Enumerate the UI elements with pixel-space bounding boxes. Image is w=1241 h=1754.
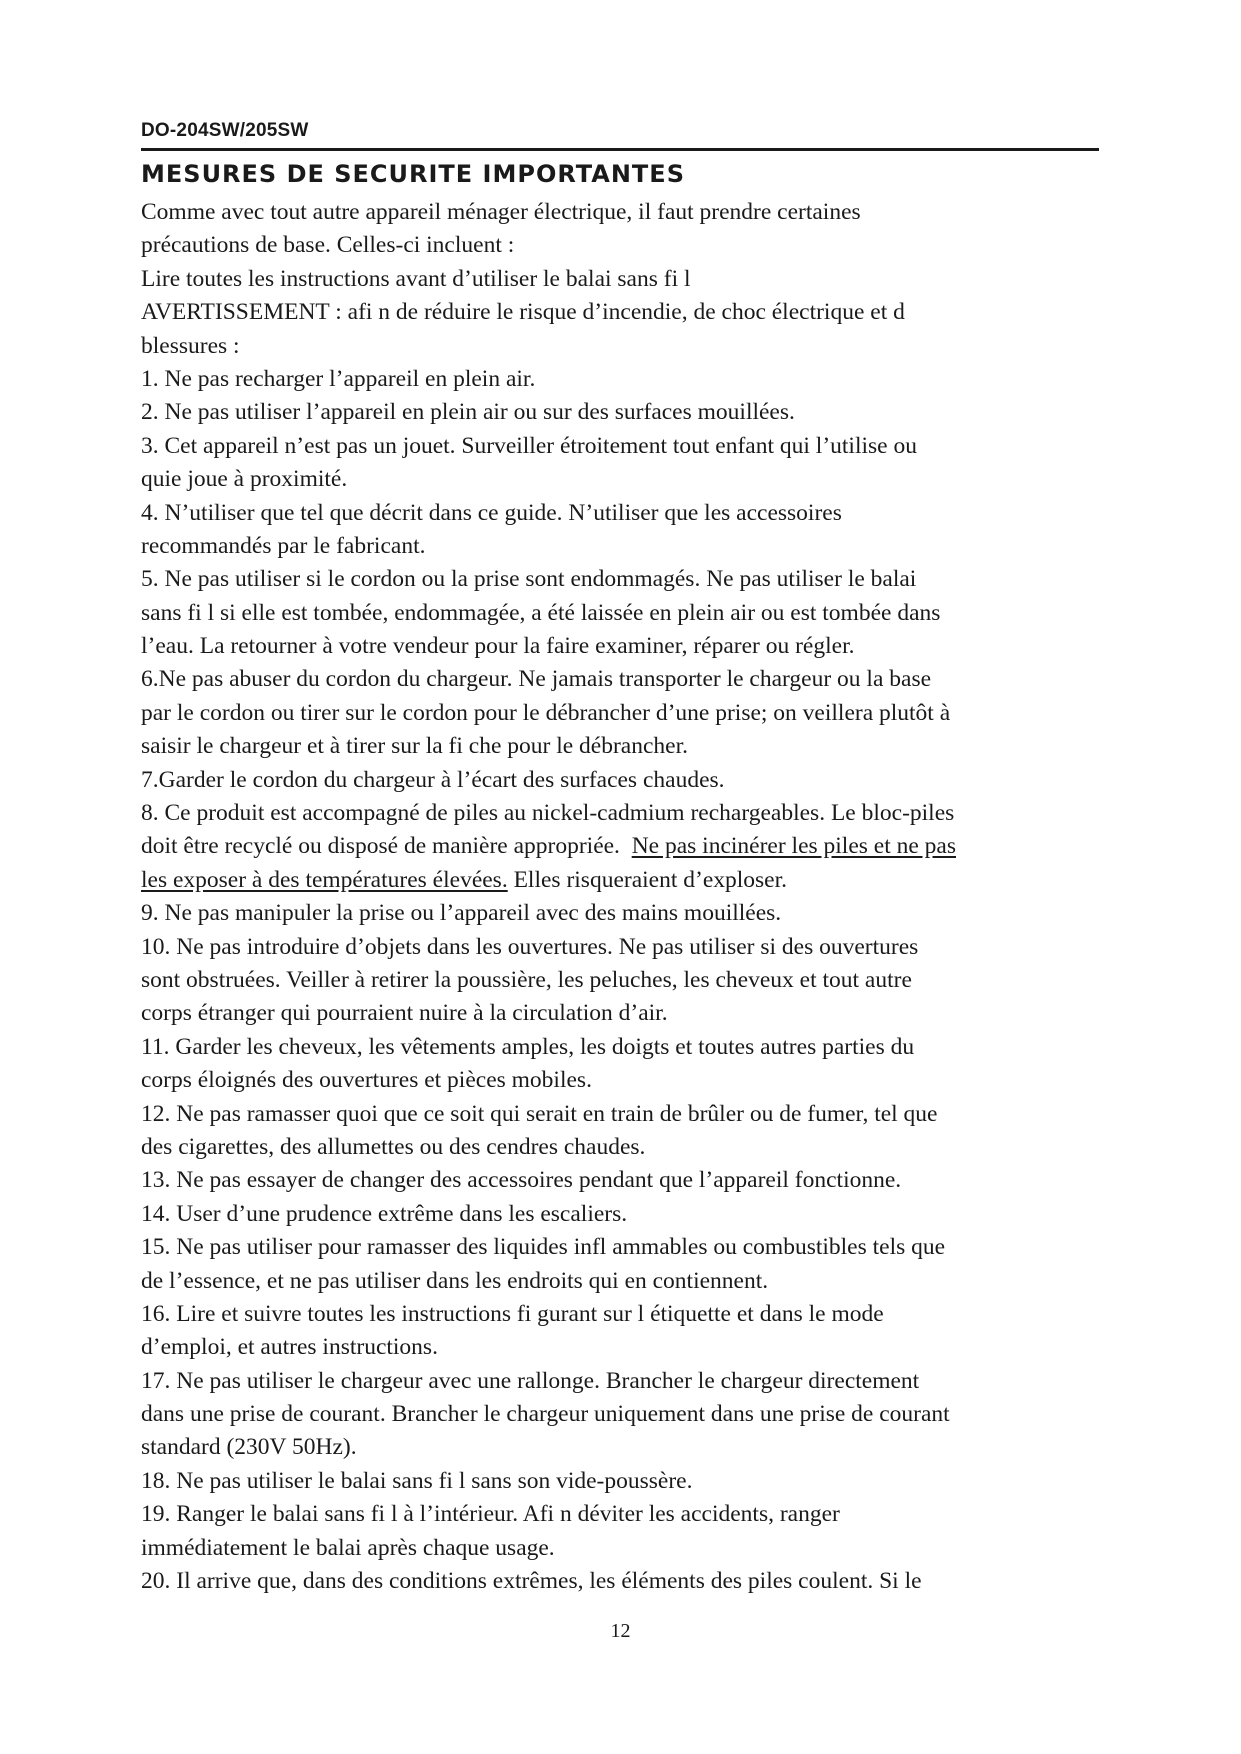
text-line: corps éloignés des ouvertures et pièces mobiles. [141, 1067, 592, 1094]
underlined-warning: Ne pas incinérer les piles et ne pas [631, 833, 956, 860]
text-line: 3. Cet appareil n’est pas un jouet. Surveiller étroitement tout enfant qui l’utilise ou [141, 432, 917, 459]
page-number: 12 [610, 1620, 631, 1642]
underlined-warning: les exposer à des températures élevées. [141, 866, 508, 893]
text-line: 1. Ne pas recharger l’appareil en plein air. [141, 365, 536, 392]
text-line: 18. Ne pas utiliser le balai sans fi l sans son vide-poussère. [141, 1467, 693, 1494]
text-line: 9. Ne pas manipuler la prise ou l’appareil avec des mains mouillées. [141, 900, 782, 927]
text-line: l’eau. La retourner à votre vendeur pour la faire examiner, réparer ou régler. [141, 633, 855, 660]
text-line: corps étranger qui pourraient nuire à la circulation d’air. [141, 1000, 668, 1027]
text-segment: doit être recyclé ou disposé de manière appropriée. [141, 833, 632, 860]
text-line: 7.Garder le cordon du chargeur à l’écart des surfaces chaudes. [141, 766, 725, 793]
text-line: 4. N’utiliser que tel que décrit dans ce guide. N’utiliser que les accessoires [141, 499, 842, 526]
text-line: de l’essence, et ne pas utiliser dans les endroits qui en contiennent. [141, 1267, 769, 1294]
text-line: 16. Lire et suivre toutes les instructions fi gurant sur l étiquette et dans le mode [141, 1300, 884, 1327]
text-line: 14. User d’une prudence extrême dans les escaliers. [141, 1200, 628, 1227]
text-line: standard (230V 50Hz). [141, 1434, 357, 1461]
text-segment: Elles risqueraient d’exploser. [507, 866, 788, 893]
text-line: 2. Ne pas utiliser l’appareil en plein air ou sur des surfaces mouillées. [141, 399, 795, 426]
text-line: Comme avec tout autre appareil ménager électrique, il faut prendre certaines [141, 199, 861, 225]
text-line: AVERTISSEMENT : afi n de réduire le risque d’incendie, de choc électrique et d [141, 299, 905, 326]
text-line: quie joue à proximité. [141, 466, 348, 493]
text-line: 15. Ne pas utiliser pour ramasser des liquides infl ammables ou combustibles tels que [141, 1234, 946, 1261]
text-line: 11. Garder les cheveux, les vêtements amples, les doigts et toutes autres parties du [141, 1033, 915, 1060]
header-divider [141, 148, 1099, 151]
text-line: des cigarettes, des allumettes ou des cendres chaudes. [141, 1133, 646, 1160]
text-line: saisir le chargeur et à tirer sur la fi che pour le débrancher. [141, 733, 688, 760]
text-line: recommandés par le fabricant. [141, 532, 426, 559]
text-line: d’emploi, et autres instructions. [141, 1334, 438, 1361]
text-line: 20. Il arrive que, dans des conditions extrêmes, les éléments des piles coulent. Si le [141, 1568, 922, 1595]
text-line: sont obstruées. Veiller à retirer la poussière, les peluches, les cheveux et tout autre [141, 966, 912, 993]
text-line: blessures : [141, 332, 240, 359]
text-line: Lire toutes les instructions avant d’utiliser le balai sans fi l [141, 265, 691, 292]
safety-instructions [141, 196, 1121, 1598]
text-line: 17. Ne pas utiliser le chargeur avec une rallonge. Brancher le chargeur directement [141, 1367, 920, 1394]
text-line: 10. Ne pas introduire d’objets dans les ouvertures. Ne pas utiliser si des ouvertures [141, 933, 919, 960]
text-line: 6.Ne pas abuser du cordon du chargeur. Ne jamais transporter le chargeur ou la base [141, 666, 932, 693]
text-line: par le cordon ou tirer sur le cordon pour le débrancher d’une prise; on veillera plutôt à [141, 699, 951, 726]
text-line: sans fi l si elle est tombée, endommagée, a été laissée en plein air ou est tombée dans [141, 599, 941, 626]
model-number: DO-204SW/205SW [141, 120, 309, 141]
text-line [141, 864, 1121, 897]
text-line: immédiatement le balai après chaque usage. [141, 1534, 555, 1561]
text-line [141, 830, 1121, 863]
text-line: 19. Ranger le balai sans fi l à l’intérieur. Afi n déviter les accidents, ranger [141, 1501, 840, 1528]
text-line: 12. Ne pas ramasser quoi que ce soit qui serait en train de brûler ou de fumer, tel que [141, 1100, 938, 1127]
text-line: 5. Ne pas utiliser si le cordon ou la prise sont endommagés. Ne pas utiliser le balai [141, 566, 917, 593]
text-line: précautions de base. Celles-ci incluent : [141, 232, 515, 259]
text-line: 13. Ne pas essayer de changer des accessoires pendant que l’appareil fonctionne. [141, 1167, 902, 1194]
page-title: MESURES DE SECURITE IMPORTANTES [141, 160, 685, 188]
text-line: dans une prise de courant. Brancher le chargeur uniquement dans une prise de courant [141, 1401, 950, 1428]
text-line: 8. Ce produit est accompagné de piles au nickel-cadmium rechargeables. Le bloc-piles [141, 800, 955, 827]
